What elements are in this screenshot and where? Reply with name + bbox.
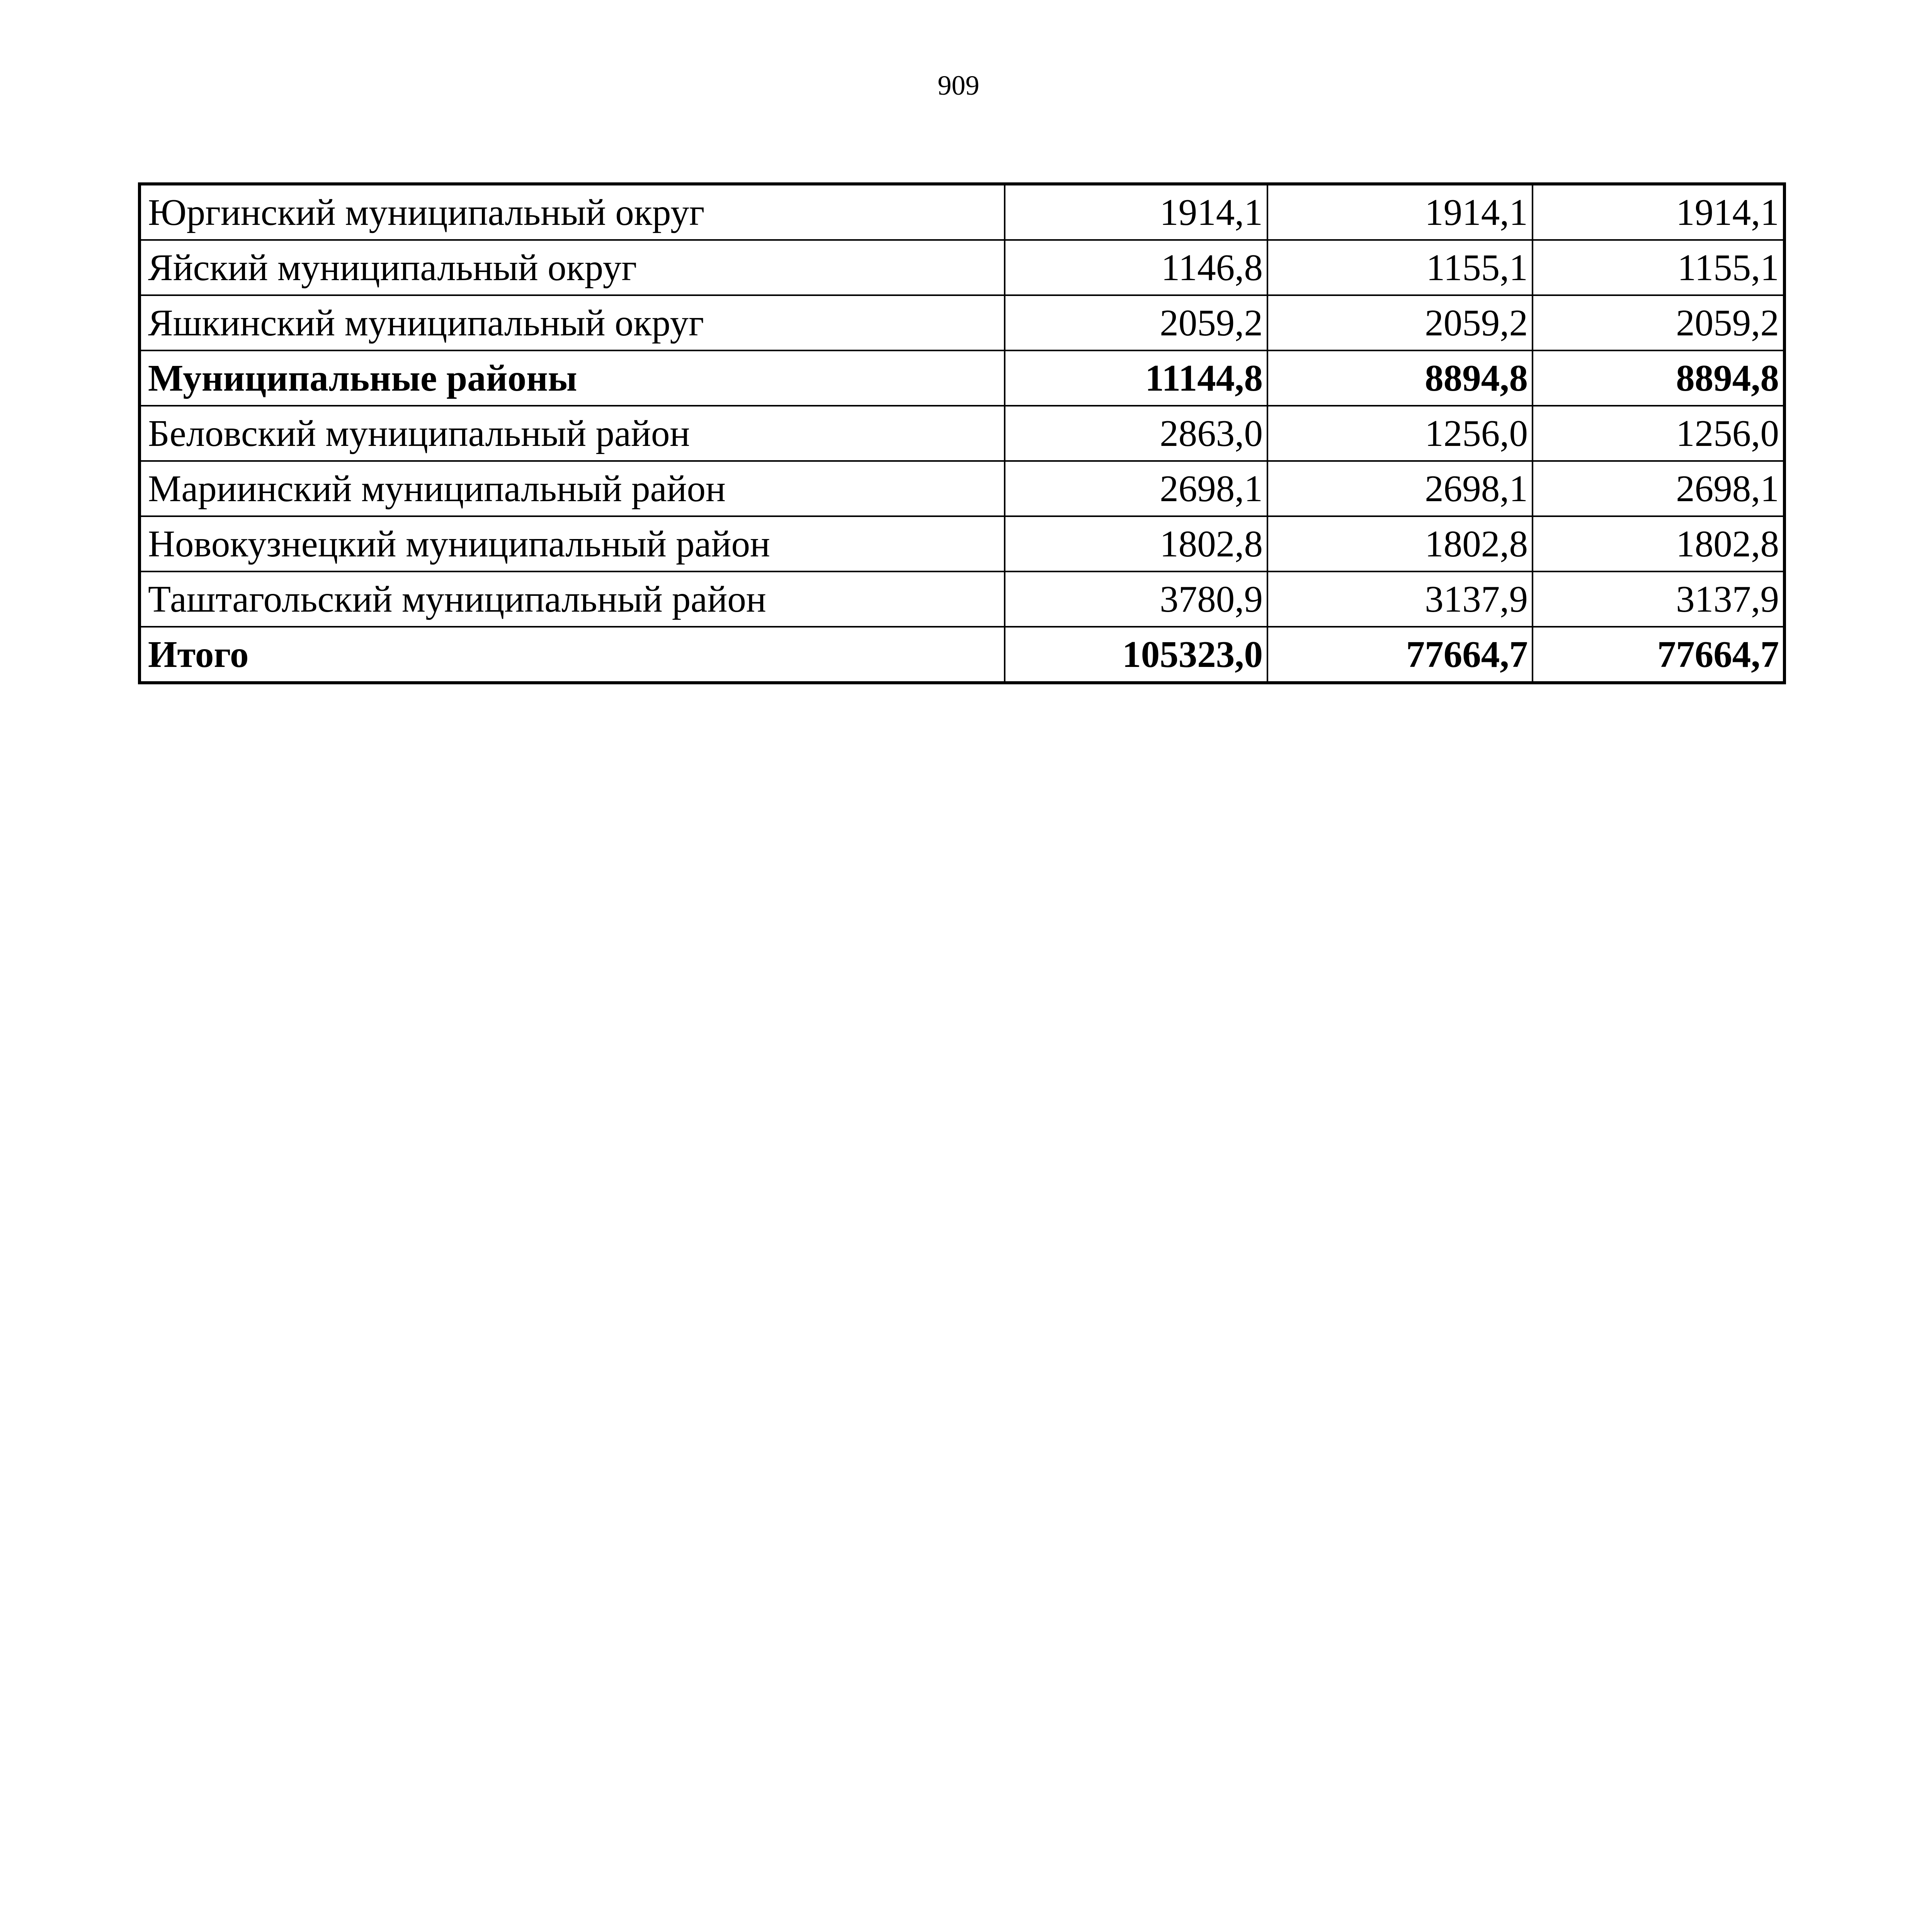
table-row bbox=[139, 516, 1784, 571]
row-value-1: 3780,9 bbox=[1005, 571, 1267, 627]
row-value-1: 105323,0 bbox=[1005, 627, 1267, 683]
table-row bbox=[139, 295, 1784, 350]
row-value-3: 8894,8 bbox=[1533, 350, 1784, 406]
row-value-1: 1146,8 bbox=[1005, 240, 1267, 295]
row-value-3: 2698,1 bbox=[1533, 461, 1784, 516]
row-name: Юргинский муниципальный округ bbox=[139, 184, 1005, 240]
row-value-2: 77664,7 bbox=[1267, 627, 1533, 683]
table-row-total bbox=[139, 627, 1784, 683]
row-value-1: 1802,8 bbox=[1005, 516, 1267, 571]
row-value-1: 2698,1 bbox=[1005, 461, 1267, 516]
row-name: Беловский муниципальный район bbox=[139, 406, 1005, 461]
row-name: Таштагольский муниципальный район bbox=[139, 571, 1005, 627]
row-value-3: 1914,1 bbox=[1533, 184, 1784, 240]
row-value-3: 2059,2 bbox=[1533, 295, 1784, 350]
row-name: Новокузнецкий муниципальный район bbox=[139, 516, 1005, 571]
row-name: Яйский муниципальный округ bbox=[139, 240, 1005, 295]
row-name: Мариинский муниципальный район bbox=[139, 461, 1005, 516]
row-value-2: 8894,8 bbox=[1267, 350, 1533, 406]
table-row bbox=[139, 240, 1784, 295]
page-number: 909 bbox=[937, 70, 980, 101]
row-value-2: 1155,1 bbox=[1267, 240, 1533, 295]
table-row-subtotal bbox=[139, 350, 1784, 406]
row-value-3: 1155,1 bbox=[1533, 240, 1784, 295]
row-value-2: 1256,0 bbox=[1267, 406, 1533, 461]
row-value-2: 3137,9 bbox=[1267, 571, 1533, 627]
row-value-1: 2863,0 bbox=[1005, 406, 1267, 461]
row-value-2: 1802,8 bbox=[1267, 516, 1533, 571]
row-value-3: 3137,9 bbox=[1533, 571, 1784, 627]
row-value-3: 1802,8 bbox=[1533, 516, 1784, 571]
data-table bbox=[138, 182, 1786, 684]
row-value-2: 1914,1 bbox=[1267, 184, 1533, 240]
row-value-2: 2059,2 bbox=[1267, 295, 1533, 350]
row-name: Яшкинский муниципальный округ bbox=[139, 295, 1005, 350]
table-row bbox=[139, 184, 1784, 240]
row-value-1: 2059,2 bbox=[1005, 295, 1267, 350]
table-row bbox=[139, 571, 1784, 627]
row-value-1: 1914,1 bbox=[1005, 184, 1267, 240]
row-value-2: 2698,1 bbox=[1267, 461, 1533, 516]
row-name: Итого bbox=[139, 627, 1005, 683]
table-row bbox=[139, 461, 1784, 516]
row-value-1: 11144,8 bbox=[1005, 350, 1267, 406]
row-value-3: 77664,7 bbox=[1533, 627, 1784, 683]
table-row bbox=[139, 406, 1784, 461]
row-name: Муниципальные районы bbox=[139, 350, 1005, 406]
row-value-3: 1256,0 bbox=[1533, 406, 1784, 461]
